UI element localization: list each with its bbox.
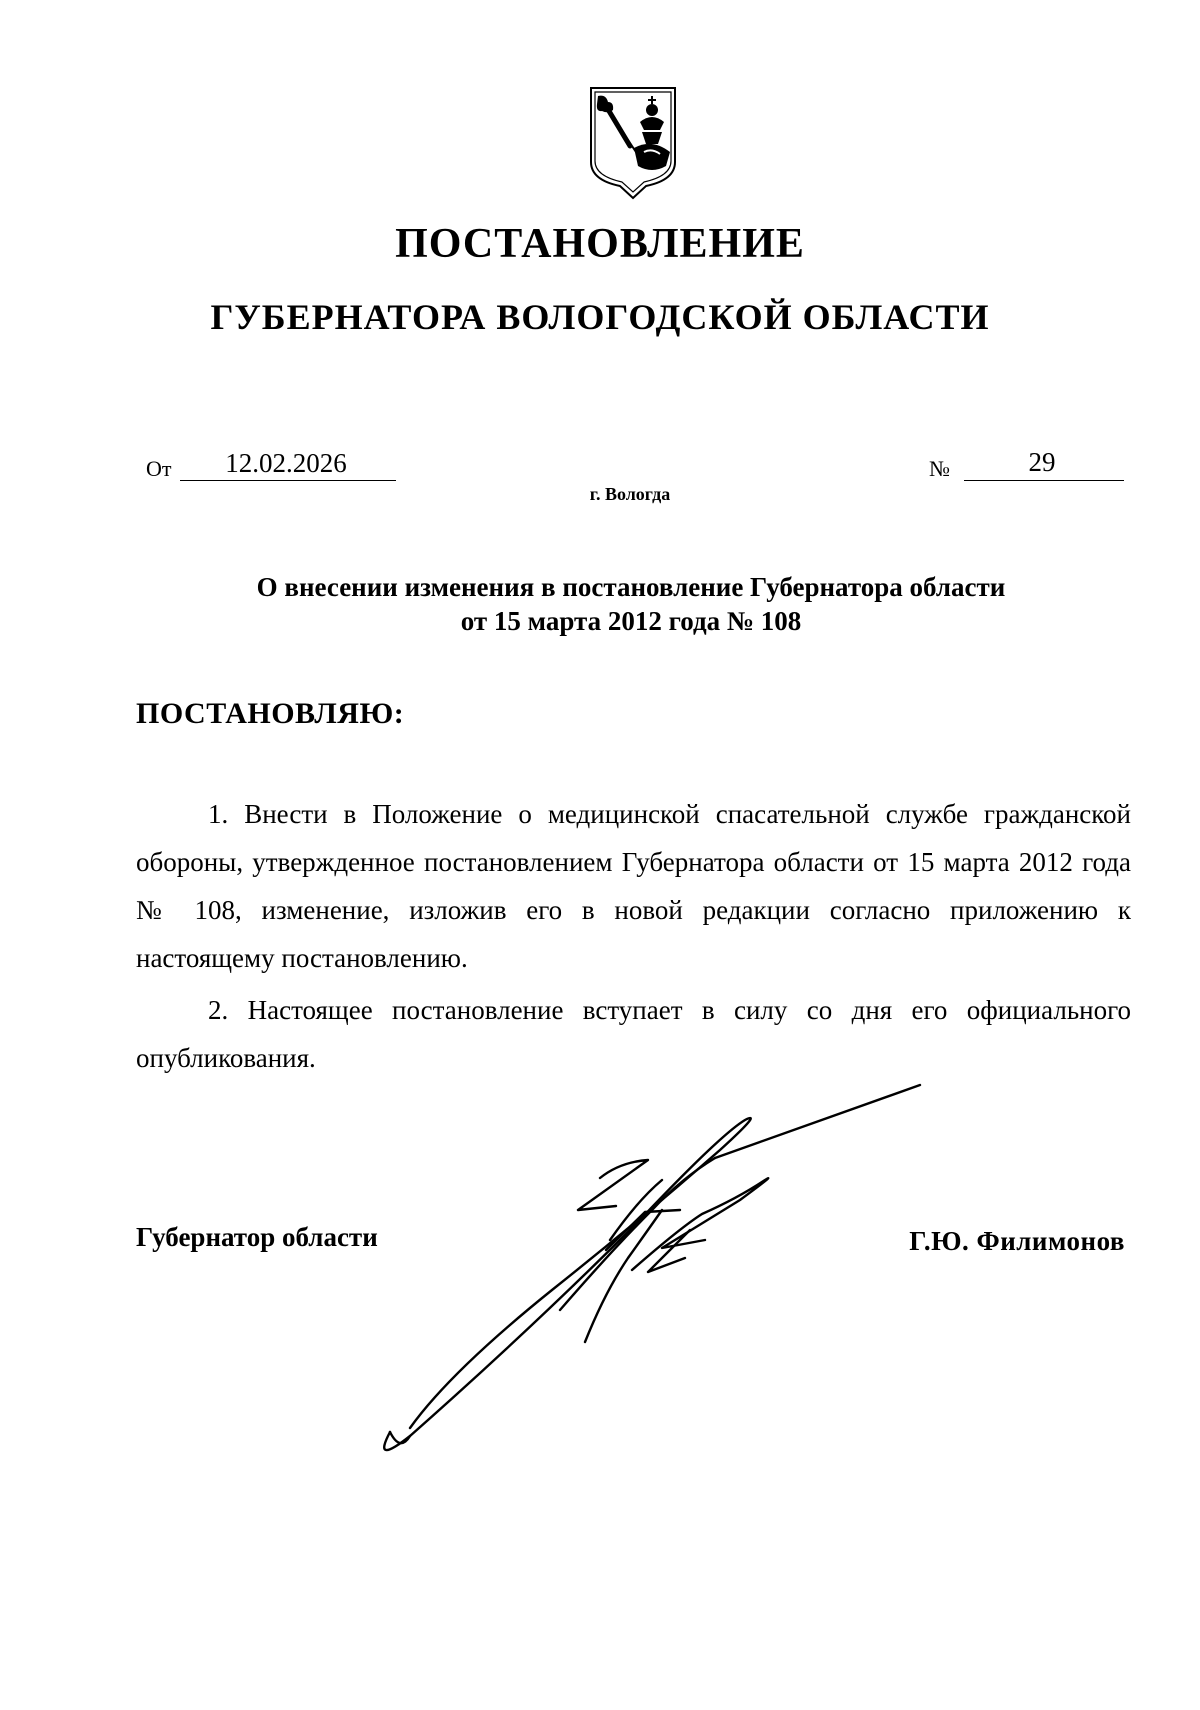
document-subject: [0, 570, 1200, 638]
number-underline: [964, 480, 1124, 481]
paragraph-1: 1. Внести в Положение о медицинской спасательной службе гражданской обороны, утвержденное постановлением Губернатора области от 15 марта 2012 года № 108, изменение, изложив его в новой редакции согласно приложению к настоящему постановлению.: [136, 799, 1131, 973]
date-label: От: [146, 456, 172, 481]
document-issuer: ГУБЕРНАТОРА ВОЛОГОДСКОЙ ОБЛАСТИ: [210, 297, 990, 337]
signer-name: Г.Ю. Филимонов: [909, 1226, 1125, 1256]
number-label: №: [929, 456, 950, 481]
signer-position: Губернатор области: [136, 1222, 378, 1252]
paragraph-2: 2. Настоящее постановление вступает в силу со дня его официального опубликования.: [136, 995, 1131, 1073]
decree-heading: ПОСТАНОВЛЯЮ:: [136, 697, 405, 730]
date-underline: [180, 480, 396, 481]
coat-of-arms-icon: [586, 82, 680, 200]
number-value: 29: [1028, 447, 1056, 477]
subject-line-1: О внесении изменения в постановление Губернатора области: [256, 572, 1006, 602]
document-title: ПОСТАНОВЛЕНИЕ: [395, 221, 805, 267]
city-label: г. Вологда: [589, 484, 671, 504]
signature-icon: [380, 1080, 940, 1480]
subject-line-2: от 15 марта 2012 года № 108: [460, 606, 802, 636]
date-value: 12.02.2026: [225, 448, 347, 478]
